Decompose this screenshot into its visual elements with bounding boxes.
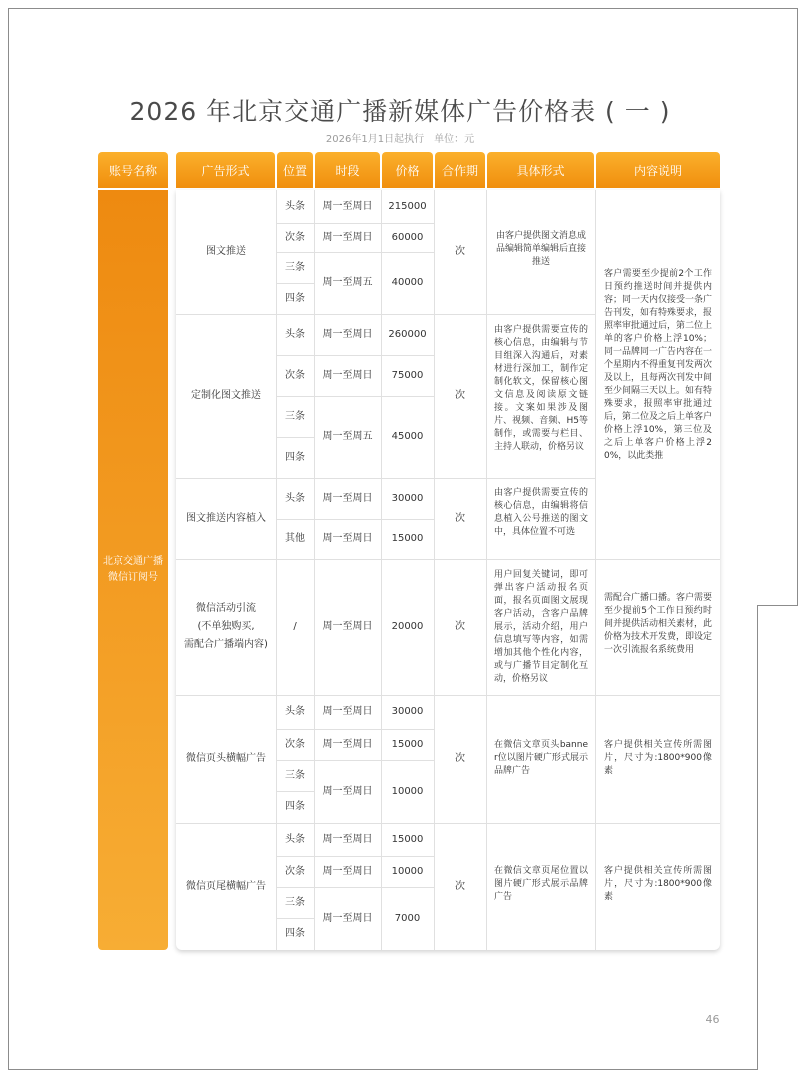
price-cell: 20000: [391, 621, 424, 632]
time-cell: 周一至周日: [322, 492, 373, 504]
account-name-cell: [98, 190, 168, 950]
position-cell: 头条: [285, 328, 305, 340]
detail-cell: 由客户提供需要宣传的核心信息，由编辑与节目组深入沟通后，对素材进行深加工，制作定制化软文，保留核心图文信息及阅读原文链接。文案如果涉及图片、视频、音频、H5等制作，或需要与栏目、主持人联动，价格另议: [494, 325, 588, 452]
header-period: 合作期: [435, 152, 485, 188]
unit-label: 单位：元: [434, 134, 475, 145]
position-cell: 次条: [285, 738, 305, 750]
price-cell: 15000: [391, 533, 424, 544]
header-price: 价格: [382, 152, 433, 188]
price-cell: 30000: [391, 706, 424, 717]
header-time: 时段: [315, 152, 380, 188]
page-subtitle: [0, 130, 800, 145]
position-cell: 次条: [285, 231, 305, 243]
period-cell: 次: [455, 880, 465, 892]
position-cell: 头条: [285, 492, 305, 504]
time-cell: 周一至周五: [322, 431, 373, 442]
note-cell: 需配合广播口播。客户需要至少提前5个工作日预约时间并提供活动相关素材，此价格为技术开发费，即设定一次引流报名系统费用: [604, 593, 713, 655]
position-cell: 四条: [285, 292, 305, 304]
price-cell: 10000: [391, 785, 424, 797]
ad-format-cell: 微信页头横幅广告: [186, 753, 266, 764]
header-ad-format: 广告形式: [176, 152, 275, 188]
detail-cell: 用户回复关键词，即可弹出客户活动报名页面，报名页面图文展现客户活动，含客户品牌展示，活动介绍，用户信息填写等内容，如需增加其他个性化内容，或与广播节目定制化互动，价格另议: [494, 570, 588, 684]
header-account: 账号名称: [98, 152, 168, 188]
detail-cell: 由客户提供需要宣传的核心信息，由编辑将信息植入公号推送的图文中，具体位置不可选: [494, 488, 588, 537]
position-cell: 三条: [285, 896, 305, 908]
time-cell: 周一至周五: [322, 277, 373, 288]
note-cell: 客户提供相关宣传所需图片，尺寸为:1800*900像素: [604, 740, 712, 776]
period-cell: 次: [455, 621, 465, 632]
account-name-line: 微信订阅号: [108, 572, 158, 583]
time-cell: 周一至周日: [322, 785, 373, 797]
position-cell: 四条: [285, 451, 305, 463]
period-cell: 次: [455, 753, 465, 764]
position-cell: /: [293, 621, 297, 632]
price-cell: 7000: [394, 912, 421, 924]
time-cell: 周一至周日: [322, 706, 373, 717]
position-cell: 三条: [285, 261, 305, 273]
price-cell: 260000: [388, 328, 427, 340]
period-cell: 次: [455, 246, 465, 257]
position-cell: 次条: [285, 369, 305, 381]
note-cell: 客户提供相关宣传所需图片，尺寸为:1800*900像素: [604, 866, 712, 902]
detail-cell: 在微信文章页头banner位以图片硬广形式展示品牌广告: [494, 740, 588, 776]
position-cell: 头条: [285, 833, 305, 845]
price-cell: 60000: [391, 231, 424, 243]
price-cell: 75000: [391, 369, 424, 381]
price-cell: 215000: [388, 200, 427, 212]
price-table: [176, 190, 720, 950]
ad-format-cell: 微信页尾横幅广告: [186, 880, 266, 892]
period-cell: 次: [455, 390, 465, 401]
position-cell: 三条: [285, 769, 305, 781]
page-title: 2026 年北京交通广播新媒体广告价格表 ( 一 ): [129, 97, 671, 126]
position-cell: 头条: [285, 706, 305, 717]
position-cell: 三条: [285, 410, 305, 422]
ad-format-line: 微信活动引流: [196, 603, 256, 614]
ad-format-cell: 图文推送: [206, 246, 246, 257]
position-cell: 四条: [285, 801, 305, 812]
header-note: 内容说明: [596, 152, 720, 188]
ad-format-line: (不单独购买,: [197, 621, 255, 632]
note-cell: 客户需要至少提前2个工作日预约推送时间并提供内容；同一天内仅接受一条广告刊发，如有特殊要求，报照率审批通过后，第二位上单的客户价格上浮10%；同一品牌同一广告内容在一个星期内不得重复刊发两次及以上，且每两次刊发中间至少间隔三天以上。如有特殊要求，报照率审批通过后，第二位及之后上单客户价格上浮10%，第三位及之后上单客户价格上浮20%，以此类推: [604, 269, 713, 461]
account-name-line: 北京交通广播: [103, 556, 163, 567]
position-cell: 次条: [285, 865, 305, 877]
effective-date: 2026年1月1日起执行: [325, 134, 425, 145]
header-detail: 具体形式: [487, 152, 594, 188]
page-number: 46: [705, 1013, 720, 1026]
price-cell: 40000: [391, 277, 424, 288]
price-cell: 10000: [391, 865, 424, 877]
ad-format-cell: 定制化图文推送: [191, 390, 261, 401]
price-cell: 15000: [391, 833, 424, 845]
time-cell: 周一至周日: [322, 200, 373, 212]
period-cell: 次: [455, 512, 465, 524]
time-cell: 周一至周日: [322, 865, 373, 877]
ad-format-cell: [176, 559, 276, 695]
ad-format-line: 需配合广播端内容): [184, 639, 268, 650]
header-position: 位置: [277, 152, 313, 188]
price-cell: 15000: [391, 738, 424, 750]
ad-format-cell: 图文推送内容植入: [186, 512, 266, 524]
position-cell: 其他: [285, 533, 305, 544]
time-cell: 周一至周日: [322, 738, 373, 750]
time-cell: 周一至周日: [322, 328, 373, 340]
price-cell: 30000: [391, 492, 424, 504]
detail-cell: 由客户提供图文消息成品编辑简单编辑后直接推送: [495, 231, 586, 267]
time-cell: 周一至周日: [322, 533, 373, 544]
price-cell: 45000: [391, 431, 424, 442]
position-cell: 四条: [285, 928, 305, 939]
detail-cell: 在微信文章页尾位置以图片硬广形式展示品牌广告: [494, 866, 588, 902]
time-cell: 周一至周日: [322, 833, 373, 845]
time-cell: 周一至周日: [322, 621, 373, 632]
time-cell: 周一至周日: [322, 369, 373, 381]
time-cell: 周一至周日: [322, 231, 373, 243]
position-cell: 头条: [285, 200, 305, 212]
time-cell: 周一至周日: [322, 912, 373, 924]
